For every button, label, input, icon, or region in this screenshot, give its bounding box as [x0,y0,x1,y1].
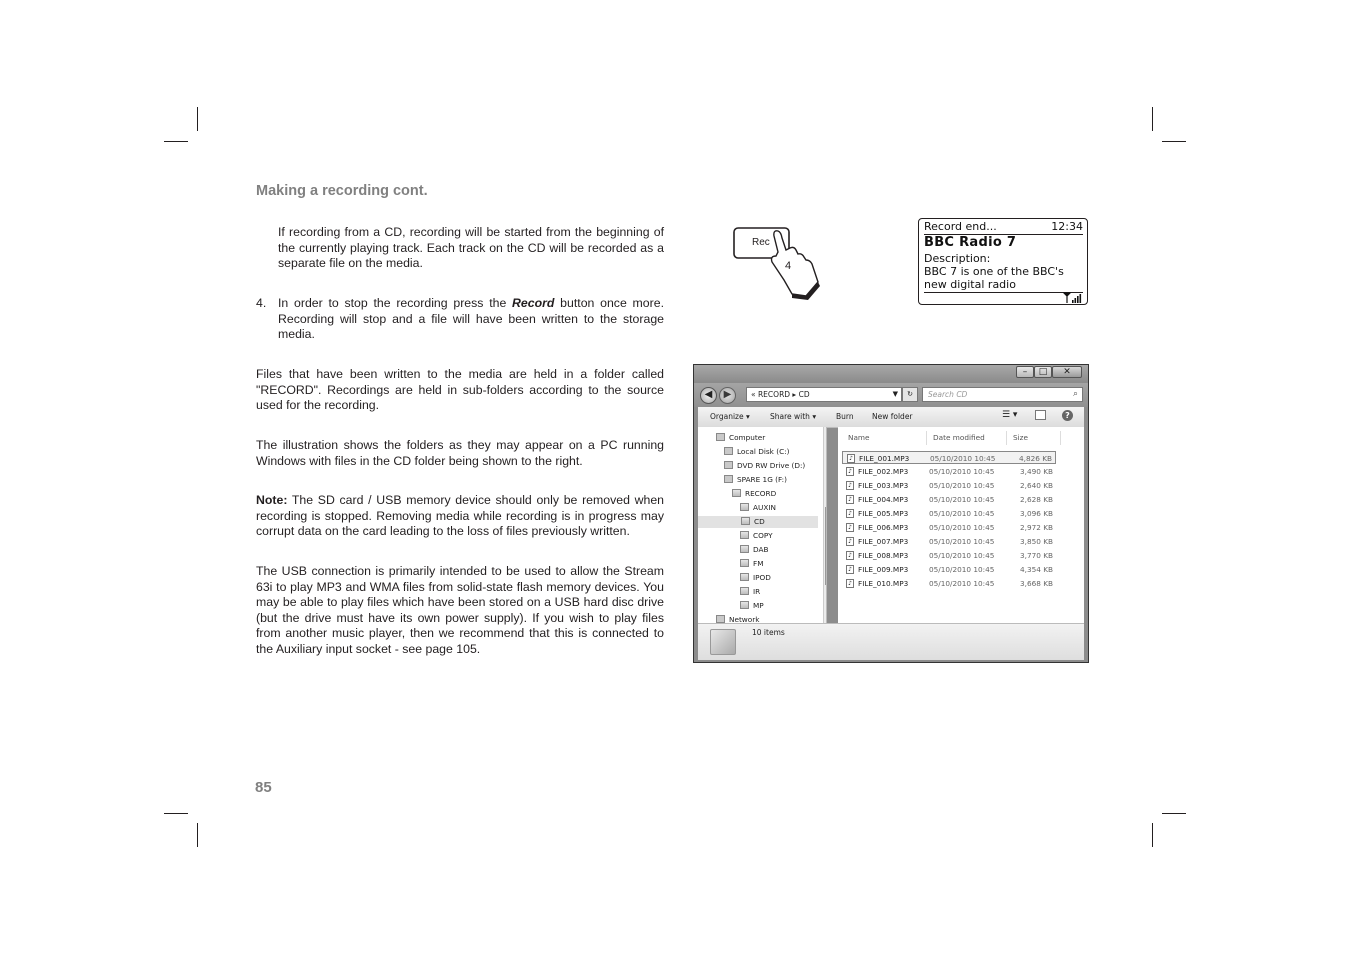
column-headers [838,431,1084,445]
nav-item-local-disk-c[interactable] [724,446,789,458]
nav-item-label: Computer [729,433,766,442]
column-header-date[interactable]: Date modified [933,433,985,442]
crop-mark [197,107,198,131]
preview-pane-icon[interactable] [1035,410,1046,420]
nav-item-label: MP [753,601,764,610]
nav-item-record[interactable] [732,488,776,500]
nav-item-label: SPARE 1G (F:) [737,475,787,484]
network-icon [716,615,725,623]
nav-item-computer[interactable] [716,432,765,444]
file-row[interactable] [842,577,1056,590]
lcd-status-text: Record end... [924,220,997,233]
folder-icon [732,489,741,497]
nav-item-dvd-rw-drive-d[interactable] [724,460,805,472]
scrollbar[interactable] [823,427,827,623]
file-size: 3,096 KB [1020,509,1053,518]
file-row[interactable] [842,451,1056,464]
audio-file-icon: ♪ [846,523,854,532]
search-placeholder: Search CD [928,390,968,399]
file-date: 05/10/2010 10:45 [929,579,995,588]
refresh-button[interactable]: ↻ [902,387,918,402]
crop-mark [1152,823,1153,847]
minimize-button[interactable]: – [1016,366,1034,378]
folder-icon [740,601,749,609]
file-row[interactable] [842,535,1056,548]
nav-item-mp[interactable] [740,600,764,612]
folder-icon [740,531,749,539]
file-name: FILE_003.MP3 [858,481,909,490]
paragraph-usb: The USB connection is primarily intended to be used to allow the Stream 63i to play MP3 and WMA files from solid-state flash memory devices. You may be able to play files which have been stored on a USB hard disc drive (but the drive must have its own power supply). If you wish to play files from another music player, then we recommend that this is connected to the Auxiliary input socket - see page 105. [256,564,664,656]
column-header-size[interactable]: Size [1013,433,1028,442]
nav-item-label: CD [754,517,765,526]
file-size: 2,972 KB [1020,523,1053,532]
file-name: FILE_010.MP3 [858,579,909,588]
record-keyword: Record [512,296,555,310]
column-header-name[interactable]: Name [848,433,870,442]
item-count: 10 items [752,628,785,637]
crop-mark [1162,141,1186,142]
file-date: 05/10/2010 10:45 [929,551,995,560]
nav-item-label: DVD RW Drive (D:) [737,461,806,470]
folder-icon [740,573,749,581]
hand-pointer-icon [772,231,819,296]
folder-icon [740,559,749,567]
folder-icon [741,517,750,525]
audio-file-icon: ♪ [846,509,854,518]
note-label: Note: [256,493,288,507]
window-titlebar[interactable] [694,365,1088,383]
file-row[interactable] [842,521,1056,534]
nav-item-label: Local Disk (C:) [737,447,790,456]
section-heading: Making a recording cont. [256,183,428,199]
file-size: 3,490 KB [1020,467,1053,476]
drive-icon [724,461,733,469]
page-number: 85 [255,779,272,796]
lcd-divider [924,292,1083,293]
file-name: FILE_006.MP3 [858,523,909,532]
crop-mark [1162,813,1186,814]
record-button-illustration [726,222,826,302]
crop-mark [164,813,188,814]
text-run: In order to stop the recording press the [278,296,513,310]
chevron-down-icon[interactable]: ▼ [892,390,898,398]
nav-item-auxin[interactable] [740,502,776,514]
file-date: 05/10/2010 10:45 [929,523,995,532]
nav-item-label: COPY [753,531,773,540]
new-folder-button[interactable]: New folder [872,412,913,421]
file-row[interactable] [842,563,1056,576]
search-input[interactable] [922,387,1083,402]
crop-mark [164,141,188,142]
paragraph-stop-recording [278,296,664,343]
nav-item-label: FM [753,559,764,568]
file-name: FILE_007.MP3 [858,537,909,546]
nav-item-label: IPOD [753,573,771,582]
text-run: button once more. Recording will stop and a file will have been written to the storage media. [278,296,664,341]
file-date: 05/10/2010 10:45 [929,481,995,490]
file-name: FILE_002.MP3 [858,467,909,476]
file-name: FILE_001.MP3 [859,454,910,463]
file-name: FILE_005.MP3 [858,509,909,518]
file-row[interactable] [842,507,1056,520]
maximize-button[interactable]: □ [1034,366,1052,378]
audio-file-icon: ♪ [846,495,854,504]
back-button[interactable]: ◀ [700,387,717,404]
computer-icon [716,433,725,441]
address-field[interactable] [746,387,902,402]
column-divider[interactable] [1060,431,1061,445]
lcd-clock: 12:34 [1051,220,1083,233]
file-name: FILE_009.MP3 [858,565,909,574]
folder-icon [740,587,749,595]
text-run: The SD card / USB memory device should only be removed when recording is stopped. Removing media while recording is in progress may corrupt data on the card leading to the loss of files previously written. [256,493,664,538]
record-button-label: Rec [752,237,770,248]
radio-lcd-display [918,218,1088,305]
file-size: 2,628 KB [1020,495,1053,504]
file-size: 4,354 KB [1020,565,1053,574]
address-bar-row [694,383,1088,407]
paragraph-illustration: The illustration shows the folders as they may appear on a PC running Windows with files in the CD folder being shown to the right. [256,438,664,468]
audio-file-icon: ♪ [846,565,854,574]
file-size: 3,668 KB [1020,579,1053,588]
navigation-pane [698,427,827,623]
step-number-badge: 4 [785,260,792,272]
file-date: 05/10/2010 10:45 [930,454,996,463]
file-date: 05/10/2010 10:45 [929,565,995,574]
column-divider[interactable] [926,431,927,445]
audio-file-icon: ♪ [846,551,854,560]
nav-item-spare-1g-f[interactable] [724,474,787,486]
file-size: 2,640 KB [1020,481,1053,490]
organize-button[interactable]: Organize ▾ [710,412,750,421]
file-date: 05/10/2010 10:45 [929,537,995,546]
crop-mark [197,823,198,847]
paragraph-record-folder: Files that have been written to the media are held in a folder called "RECORD". Recordings are held in sub-folders according to the source used for the recording. [256,367,664,412]
nav-item-label: IR [753,587,761,596]
nav-item-label: DAB [753,545,769,554]
folder-icon [710,629,736,655]
signal-strength-icon [1063,292,1083,304]
file-size: 4,826 KB [1019,454,1052,463]
audio-file-icon: ♪ [846,537,854,546]
lcd-description-line: BBC 7 is one of the BBC's [924,265,1064,278]
nav-item-label: AUXIN [753,503,776,512]
paragraph-note [256,493,664,540]
close-button[interactable]: ✕ [1052,366,1082,378]
file-row[interactable] [842,549,1056,562]
search-icon[interactable]: ⌕ [1072,389,1078,399]
file-name: FILE_008.MP3 [858,551,909,560]
nav-item-ipod[interactable] [740,572,771,584]
audio-file-icon: ♪ [846,579,854,588]
command-toolbar [698,407,1084,428]
scrollbar-thumb[interactable] [825,507,827,585]
help-icon[interactable]: ? [1062,410,1073,421]
audio-file-icon: ♪ [847,454,855,463]
nav-item-cd[interactable] [698,516,818,528]
audio-file-icon: ♪ [846,481,854,490]
nav-item-dab[interactable] [740,544,769,556]
forward-button[interactable]: ▶ [719,387,736,404]
nav-item-label: Network [729,615,760,623]
lcd-status-row [924,220,1083,235]
column-divider[interactable] [1006,431,1007,445]
nav-item-ir[interactable] [740,586,760,598]
nav-item-copy[interactable] [740,530,773,542]
file-date: 05/10/2010 10:45 [929,495,995,504]
paragraph-cd-recording: If recording from a CD, recording will be started from the beginning of the currently playing track. Each track on the CD will be recorded as a separate file on the media. [278,225,664,270]
view-options-icon[interactable]: ☰ ▾ [1002,410,1018,420]
nav-item-network[interactable] [716,614,759,623]
drive-icon [724,475,733,483]
folder-icon [740,503,749,511]
file-size: 3,850 KB [1020,537,1053,546]
crop-mark [1152,107,1153,131]
file-name: FILE_004.MP3 [858,495,909,504]
audio-file-icon: ♪ [846,467,854,476]
file-date: 05/10/2010 10:45 [929,509,995,518]
lcd-station-name: BBC Radio 7 [924,235,1017,250]
nav-item-label: RECORD [745,489,777,498]
nav-item-fm[interactable] [740,558,764,570]
share-with-button[interactable]: Share with ▾ [770,412,817,421]
file-size: 3,770 KB [1020,551,1053,560]
cuff-button-icon [802,292,805,295]
address-path: « RECORD ▸ CD [751,390,810,399]
file-row[interactable] [842,479,1056,492]
folder-icon [740,545,749,553]
explorer-window [693,364,1089,663]
burn-button[interactable]: Burn [836,412,854,421]
step-number: 4. [256,296,267,310]
details-pane [698,623,1084,660]
lcd-description-label: Description: [924,252,991,265]
file-row[interactable] [842,493,1056,506]
lcd-description-line: new digital radio [924,278,1016,291]
file-row[interactable] [842,465,1056,478]
file-list-pane [838,427,1084,623]
drive-icon [724,447,733,455]
file-date: 05/10/2010 10:45 [929,467,995,476]
